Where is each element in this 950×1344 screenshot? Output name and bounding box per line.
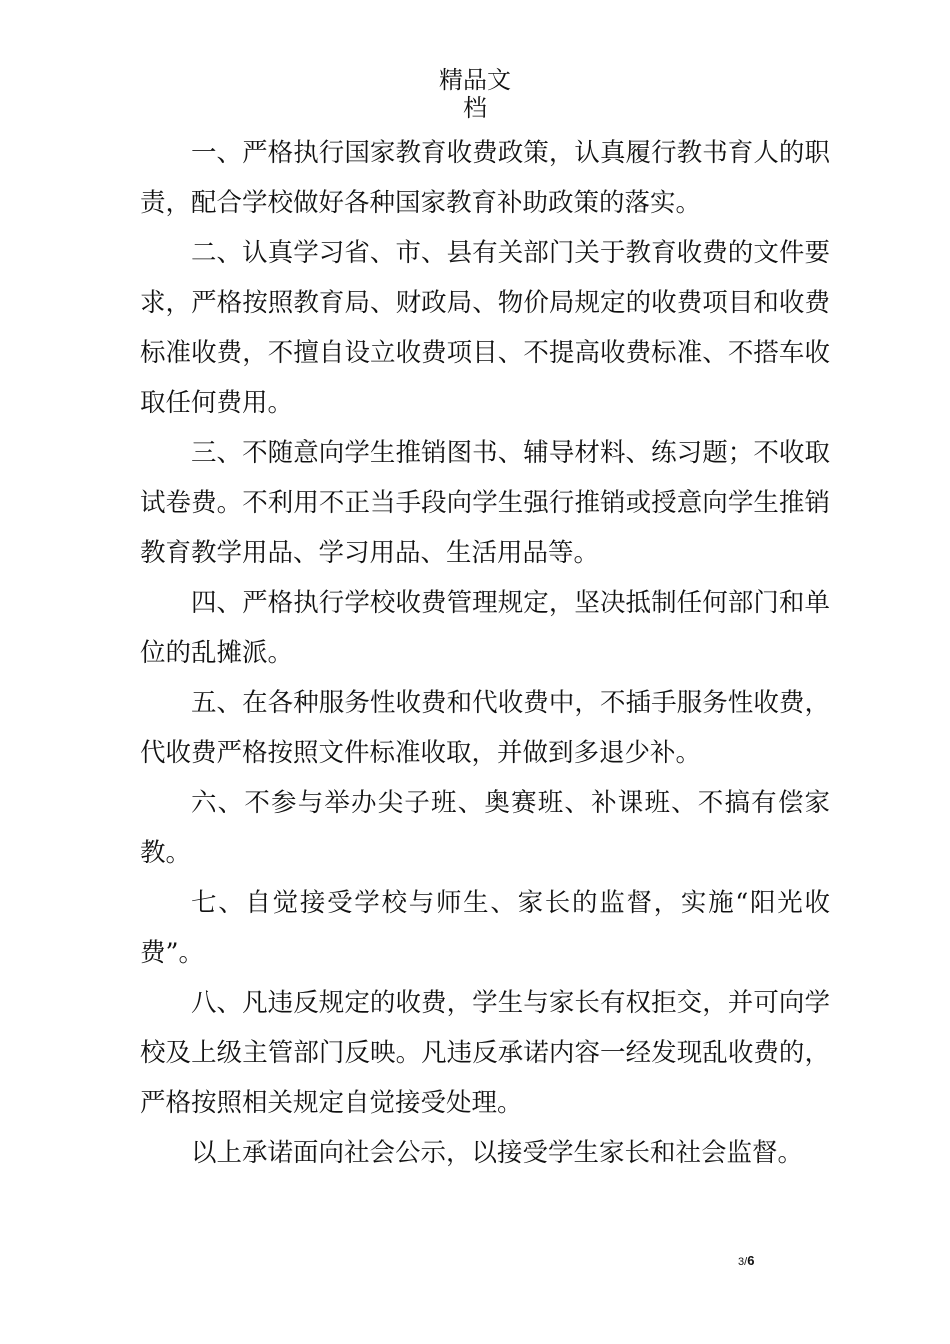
document-body <box>140 128 830 1178</box>
paragraph-7: 七、自觉接受学校与师生、家长的监督，实施“阳光收费”。 <box>140 888 830 968</box>
paragraph-1: 一、严格执行国家教育收费政策，认真履行教书育人的职责，配合学校做好各种国家教育补助政策的落实。 <box>140 138 830 218</box>
page-number-total: 6 <box>747 1253 755 1268</box>
paragraph-6: 六、不参与举办尖子班、奥赛班、补课班、不搞有偿家教。 <box>140 788 830 868</box>
paragraph-8: 八、凡违反规定的收费，学生与家长有权拒交，并可向学校及上级主管部门反映。凡违反承诺内容一经发现乱收费的，严格按照相关规定自觉接受处理。 <box>140 988 830 1118</box>
header-title-line-1: 精品文 <box>439 66 511 94</box>
page-number <box>738 1254 754 1269</box>
page-header <box>0 66 950 122</box>
paragraph-2: 二、认真学习省、市、县有关部门关于教育收费的文件要求，严格按照教育局、财政局、物价局规定的收费项目和收费标准收费，不擅自设立收费项目、不提高收费标准、不搭车收取任何费用。 <box>140 238 830 418</box>
paragraph-3: 三、不随意向学生推销图书、辅导材料、练习题；不收取试卷费。不利用不正当手段向学生强行推销或授意向学生推销教育教学用品、学习用品、生活用品等。 <box>140 438 830 568</box>
paragraph-9: 以上承诺面向社会公示，以接受学生家长和社会监督。 <box>191 1138 804 1168</box>
page-number-current: 3/ <box>738 1256 748 1268</box>
paragraph-5: 五、在各种服务性收费和代收费中，不插手服务性收费，代收费严格按照文件标准收取，并做到多退少补。 <box>140 688 830 768</box>
paragraph-4: 四、严格执行学校收费管理规定，坚决抵制任何部门和单位的乱摊派。 <box>140 588 830 668</box>
header-title-line-2: 档 <box>463 94 487 122</box>
